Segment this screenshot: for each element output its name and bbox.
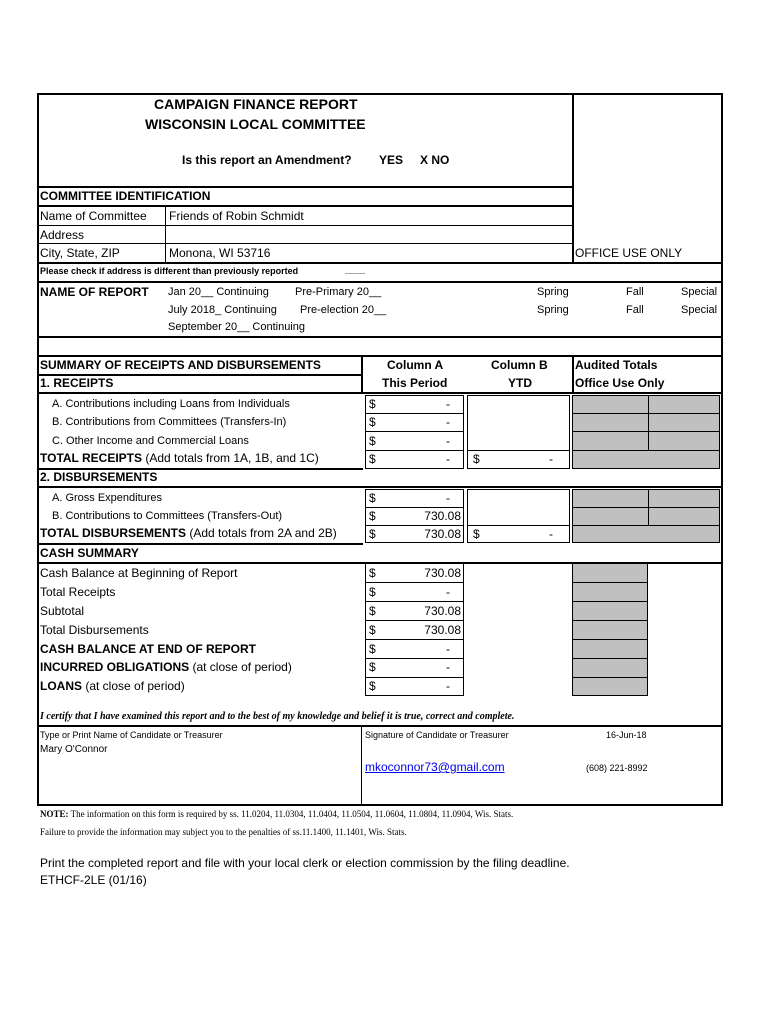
committee-name-label: Name of Committee [40, 209, 147, 223]
rule [572, 601, 648, 602]
cash-row-text: Cash Balance at Beginning of Report [40, 566, 238, 580]
committee-city-field[interactable]: Monona, WI 53716 [169, 246, 271, 260]
rule [365, 582, 464, 583]
total-disbursements-currency: $ [369, 527, 376, 541]
receipts-audited-total [572, 450, 720, 469]
amendment-yes[interactable]: YES [379, 153, 404, 167]
treasurer-name-label: Type or Print Name of Candidate or Treasurer [40, 730, 223, 740]
cash-row-currency: $ [369, 585, 376, 599]
rule [37, 186, 574, 188]
rule [37, 392, 723, 394]
total-disbursements-label [40, 527, 337, 539]
cash-row-value[interactable]: 730.08 [424, 566, 461, 580]
rule [572, 677, 648, 678]
report-option-special-2[interactable]: Special [681, 304, 718, 316]
disbursement-item-currency: $ [369, 509, 376, 523]
office-use-only-label: OFFICE USE ONLY [575, 246, 683, 260]
total-receipts-ytd-currency: $ [473, 452, 480, 466]
report-option-jan[interactable]: Jan 20__ Continuing [168, 286, 269, 298]
rule [365, 620, 464, 621]
total-disbursements-value[interactable]: 730.08 [424, 527, 461, 541]
total-receipts-label [40, 452, 319, 464]
cash-row-text: Subtotal [40, 604, 85, 618]
audited-subheader: Office Use Only [575, 376, 665, 390]
report-option-july[interactable]: July 2018_ Continuing [168, 304, 277, 316]
print-instructions: Print the completed report and file with your local clerk or election commission by the filing deadline. [40, 856, 570, 870]
rule [572, 507, 720, 508]
total-receipts-ytd-value[interactable]: - [549, 452, 553, 466]
cash-row-currency: $ [369, 566, 376, 580]
rule [365, 639, 464, 640]
rule [572, 639, 648, 640]
rule [37, 205, 574, 207]
receipt-item-value[interactable]: - [446, 415, 450, 429]
column-a-subheader: This Period [382, 376, 448, 390]
column-b-header: Column B [491, 358, 548, 372]
report-option-preprimary[interactable]: Pre-Primary 20__ [295, 286, 382, 298]
cash-row-currency: $ [369, 679, 376, 693]
disb-audited-total [572, 525, 720, 543]
audited-header: Audited Totals [575, 358, 658, 372]
cash-row-value[interactable]: - [446, 585, 450, 599]
treasurer-phone: (608) 221-8992 [586, 763, 648, 773]
report-option-september[interactable]: September 20__ Continuing [168, 321, 305, 333]
report-title-line1: CAMPAIGN FINANCE REPORT [154, 96, 358, 112]
rule [37, 355, 723, 357]
cash-row-bold: CASH BALANCE AT END OF REPORT [40, 642, 256, 656]
form-id: ETHCF-2LE (01/16) [40, 873, 147, 887]
rule [572, 582, 648, 583]
report-option-fall-2[interactable]: Fall [626, 304, 644, 316]
cash-row-currency: $ [369, 604, 376, 618]
receipt-item-value[interactable]: - [446, 397, 450, 411]
cash-row-currency: $ [369, 642, 376, 656]
total-receipts-bold: TOTAL RECEIPTS [40, 451, 143, 465]
cash-row-label [40, 661, 292, 673]
cash-row-label [40, 643, 256, 655]
rule [365, 525, 464, 526]
disbursement-item-label: A. Gross Expenditures [52, 492, 163, 504]
cash-row-label [40, 624, 149, 636]
cash-row-text: (at close of period) [82, 679, 185, 693]
certification-statement: I certify that I have examined this report and to the best of my knowledge and belief it is true, correct and complete. [40, 711, 515, 722]
report-option-spring-1[interactable]: Spring [537, 286, 569, 298]
rule [37, 336, 723, 338]
rule [572, 620, 648, 621]
rule [361, 725, 362, 806]
cash-row-label [40, 567, 237, 579]
rule [365, 431, 464, 432]
receipts-audited-b [648, 395, 720, 451]
rule [37, 225, 574, 226]
cash-row-label [40, 586, 115, 598]
cash-summary-title: CASH SUMMARY [40, 546, 139, 560]
disbursement-item-value[interactable]: 730.08 [424, 509, 461, 523]
rule [572, 413, 720, 414]
rule [165, 205, 166, 262]
total-disbursements-ytd-currency: $ [473, 527, 480, 541]
rule [572, 431, 720, 432]
rule [572, 658, 648, 659]
cash-row-value[interactable]: - [446, 679, 450, 693]
total-receipts-note: (Add totals from 1A, 1B, and 1C) [142, 451, 319, 465]
disbursement-item-value[interactable]: - [446, 491, 450, 505]
committee-address-label: Address [40, 228, 85, 242]
penalty-note: Failure to provide the information may subject you to the penalties of ss.11.1400, 11.1401, Wis. Stats. [40, 827, 407, 837]
signature-label: Signature of Candidate or Treasurer [365, 730, 509, 740]
total-disbursements-note: (Add totals from 2A and 2B) [186, 526, 337, 540]
summary-title: SUMMARY OF RECEIPTS AND DISBURSEMENTS [40, 358, 321, 372]
disbursement-item-label: B. Contributions to Committees (Transfers-Out) [52, 510, 283, 522]
cash-row-value[interactable]: 730.08 [424, 604, 461, 618]
total-receipts-currency: $ [369, 452, 376, 466]
total-disbursements-bold: TOTAL DISBURSEMENTS [40, 526, 187, 540]
disbursements-section-title: 2. DISBURSEMENTS [40, 470, 158, 484]
report-option-special-1[interactable]: Special [681, 286, 718, 298]
rule [365, 658, 464, 659]
office-use-divider [572, 93, 574, 263]
total-receipts-value[interactable]: - [446, 452, 450, 466]
receipt-item-label: A. Contributions including Loans from Individuals [52, 398, 290, 410]
rule [361, 355, 363, 392]
receipt-item-label: B. Contributions from Committees (Transfers-In) [52, 416, 287, 428]
cash-row-bold: LOANS [40, 679, 82, 693]
address-change-checkbox[interactable]: ____ [345, 265, 366, 275]
rule [37, 243, 574, 244]
rule [37, 486, 723, 488]
rule [572, 355, 574, 392]
legal-note-text: The information on this form is required by ss. 11.0204, 11.0304, 11.0404, 11.0504, 11.0604, 11.0804, 11.0904, Wis. Stats. [68, 809, 514, 819]
receipt-item-label: C. Other Income and Commercial Loans [52, 435, 249, 447]
receipts-audited-a [572, 395, 649, 451]
cash-row-currency: $ [369, 660, 376, 674]
rule [365, 677, 464, 678]
treasurer-email-link[interactable]: mkoconnor73@gmail.com [365, 760, 505, 774]
cash-row-value[interactable]: - [446, 642, 450, 656]
receipt-item-currency: $ [369, 415, 376, 429]
rule [37, 281, 723, 283]
amendment-no[interactable]: X NO [420, 153, 450, 167]
cash-row-label [40, 605, 84, 617]
report-name-label: NAME OF REPORT [40, 285, 149, 299]
rule [365, 413, 464, 414]
rule [365, 507, 464, 508]
signature-date[interactable]: 16-Jun-18 [606, 730, 647, 740]
receipt-item-currency: $ [369, 397, 376, 411]
receipts-col-b [467, 395, 570, 451]
committee-city-label: City, State, ZIP [40, 246, 120, 260]
receipt-item-value[interactable]: - [446, 434, 450, 448]
column-a-header: Column A [387, 358, 444, 372]
committee-section-title: COMMITTEE IDENTIFICATION [40, 189, 211, 203]
cash-row-value[interactable]: 730.08 [424, 623, 461, 637]
receipts-section-title: 1. RECEIPTS [40, 376, 114, 390]
amendment-question: Is this report an Amendment? [182, 153, 352, 167]
disbursement-item-currency: $ [369, 491, 376, 505]
treasurer-name-field[interactable]: Mary O'Connor [40, 744, 108, 755]
cash-row-currency: $ [369, 623, 376, 637]
address-change-note: Please check if address is different than previously reported [40, 266, 299, 276]
cash-row-label [40, 680, 185, 692]
report-option-preelection[interactable]: Pre-election 20__ [300, 304, 387, 316]
column-b-subheader: YTD [508, 376, 532, 390]
legal-note [40, 810, 513, 819]
rule [37, 725, 723, 727]
cash-row-value[interactable]: - [446, 660, 450, 674]
rule [37, 543, 363, 545]
committee-name-field[interactable]: Friends of Robin Schmidt [169, 209, 304, 223]
cash-row-text: Total Receipts [40, 585, 116, 599]
report-option-fall-1[interactable]: Fall [626, 286, 644, 298]
rule [37, 262, 723, 264]
receipt-item-currency: $ [369, 434, 376, 448]
report-option-spring-2[interactable]: Spring [537, 304, 569, 316]
cash-row-bold: INCURRED OBLIGATIONS [40, 660, 190, 674]
report-title-line2: WISCONSIN LOCAL COMMITTEE [145, 116, 366, 132]
disb-col-b [467, 489, 570, 526]
rule [365, 450, 464, 451]
cash-row-text: (at close of period) [189, 660, 292, 674]
rule [365, 601, 464, 602]
legal-note-bold: NOTE: [40, 809, 69, 819]
total-disbursements-ytd-value[interactable]: - [549, 527, 553, 541]
cash-row-text: Total Disbursements [40, 623, 149, 637]
